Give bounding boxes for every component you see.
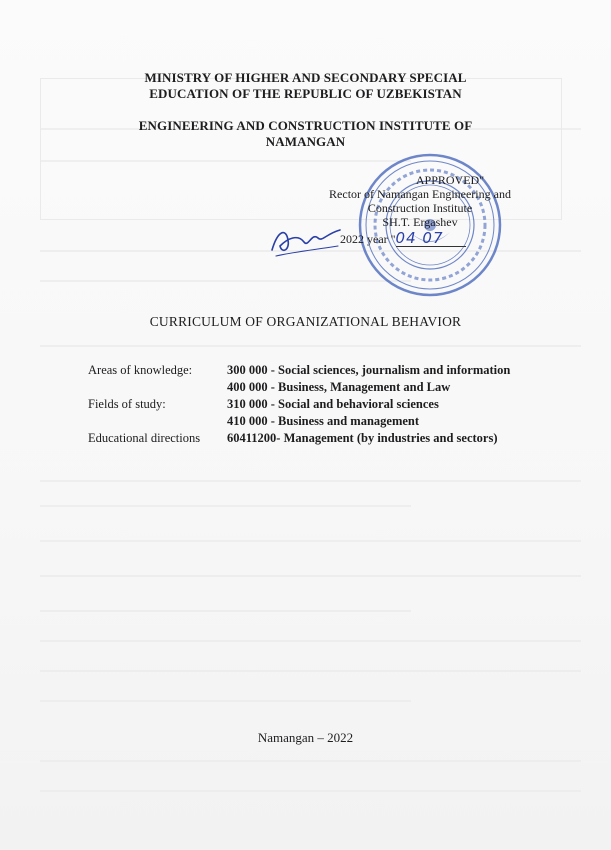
ministry-line-1: MINISTRY OF HIGHER AND SECONDARY SPECIAL xyxy=(144,70,467,85)
ghost-line xyxy=(40,760,581,762)
fields-value-1: 310 000 - Social and behavioral sciences xyxy=(227,397,439,411)
ministry-heading xyxy=(0,70,611,102)
approval-date xyxy=(315,231,525,247)
approval-block xyxy=(315,173,525,247)
ghost-line xyxy=(40,610,411,612)
document-title: CURRICULUM OF ORGANIZATIONAL BEHAVIOR xyxy=(149,314,462,329)
areas-value xyxy=(227,362,528,396)
ghost-line xyxy=(40,640,581,642)
ministry-line-2: EDUCATION OF THE REPUBLIC OF UZBEKISTAN xyxy=(149,86,462,101)
directions-row xyxy=(88,430,528,447)
directions-label: Educational directions xyxy=(88,431,201,445)
institute-line-1: ENGINEERING AND CONSTRUCTION INSTITUTE OF xyxy=(138,118,473,133)
ghost-line xyxy=(40,790,581,792)
rector-name: SH.T. Ergashev xyxy=(382,215,458,229)
ghost-line xyxy=(40,700,411,702)
areas-value-1: 300 000 - Social sciences, journalism and information xyxy=(227,363,511,377)
place-and-year: Namangan – 2022 xyxy=(257,730,354,745)
areas-label: Areas of knowledge: xyxy=(88,363,193,377)
handwritten-date: 04 07 xyxy=(395,229,444,247)
areas-value-2: 400 000 - Business, Management and Law xyxy=(227,380,451,394)
fields-label: Fields of study: xyxy=(88,397,166,411)
approval-year-prefix: 2022 year " xyxy=(340,232,396,246)
ghost-line xyxy=(40,670,581,672)
ghost-line xyxy=(40,480,581,482)
rector-title-line-1: Rector of Namangan Engineering and xyxy=(329,187,511,201)
ghost-line xyxy=(40,575,581,577)
institute-heading xyxy=(0,118,611,150)
ghost-line xyxy=(40,505,411,507)
rector-title-line-2: Construction Institute xyxy=(367,201,473,215)
fields-value xyxy=(227,396,528,430)
areas-row xyxy=(88,362,528,396)
curriculum-info xyxy=(88,362,528,447)
institute-line-2: NAMANGAN xyxy=(265,134,346,149)
directions-value: 60411200- Management (by industries and sectors) xyxy=(227,431,498,445)
approved-label: APPROVED" xyxy=(415,173,485,187)
fields-row xyxy=(88,396,528,430)
fields-value-2: 410 000 - Business and management xyxy=(227,414,420,428)
ghost-line xyxy=(40,540,581,542)
ghost-line xyxy=(40,345,581,347)
